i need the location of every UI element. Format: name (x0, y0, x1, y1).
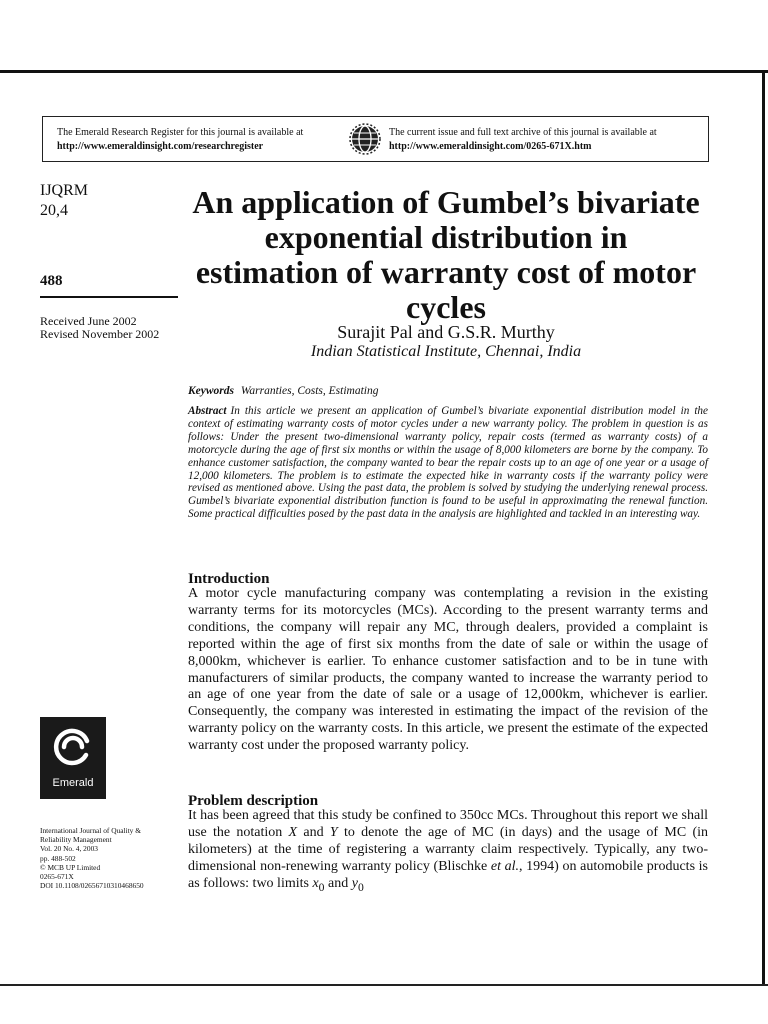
full-text-archive-link[interactable]: http://www.emeraldinsight.com/0265-671X.htm (389, 141, 592, 152)
journal-availability-box (42, 116, 709, 162)
emerald-logo-label: Emerald (52, 777, 94, 789)
scan-border-top (0, 70, 768, 73)
citation-et-al: et al. (490, 858, 520, 874)
page-number: 488 (40, 273, 63, 289)
problem-text-part: , 1994) on automobile products is as follows: two limits (188, 858, 709, 891)
keywords-label: Keywords (188, 385, 234, 397)
problem-description-text (188, 808, 708, 896)
journal-meta-line: Reliability Management (40, 835, 112, 845)
journal-meta-line: Vol. 20 No. 4, 2003 (40, 844, 98, 854)
journal-meta-line: © MCB UP Limited (40, 862, 101, 872)
journal-volume: 20,4 (40, 202, 68, 219)
problem-description-heading: Problem description (188, 793, 319, 809)
abstract (188, 405, 708, 521)
page-number-rule (40, 296, 178, 298)
scan-border-right (762, 70, 765, 986)
problem-text-part: to denote the age of MC (in days) and the usage of MC (in kilometers) at the time of registering a warranty claim respectively. Typically, any two-dimensional non-renewing warranty policy (Blischke (188, 824, 708, 874)
globe-icon (349, 123, 381, 155)
research-register-link[interactable]: http://www.emeraldinsight.com/researchregister (57, 141, 264, 152)
full-text-archive-text: The current issue and full text archive of this journal is available at (389, 127, 657, 138)
journal-code: IJQRM (40, 182, 89, 199)
journal-meta-line: International Journal of Quality & (40, 826, 141, 835)
revised-date: Revised November 2002 (40, 327, 160, 341)
emerald-logo-icon (51, 725, 95, 769)
author-affiliation: Indian Statistical Institute, Chennai, India (310, 343, 582, 360)
emerald-logo (40, 717, 106, 799)
research-register-notice (57, 126, 347, 154)
journal-meta-line: pp. 488-502 (40, 853, 76, 863)
problem-text-part: and (297, 824, 330, 840)
introduction-heading: Introduction (188, 571, 270, 587)
keywords-list: Warranties, Costs, Estimating (240, 385, 379, 397)
full-text-archive-notice (389, 126, 705, 154)
journal-meta-line: DOI 10.1108/02656710310468650 (40, 881, 144, 891)
journal-meta-line: 0265-671X (40, 872, 74, 882)
journal-citation-info (40, 826, 175, 890)
problem-text-part: and (324, 875, 352, 891)
received-date: Received June 2002 (40, 314, 137, 328)
problem-text-part: It has been agreed that this study be confined to 350cc MCs. Throughout this report we shall use the notation (188, 808, 708, 840)
abstract-text: In this article we present an application of Gumbel’s bivariate exponential distribution model in the context of estimating warranty costs of motor cycles under a new warranty policy. The problem in question is as follows: Under the present two-dimensional warranty policy, repair costs (termed as warranty costs) of a motorcycle during the age of first six months or within the usage of 8,000 kilometers are borne by the company. To enhance customer satisfaction, the company wanted to bear the repair costs up to an age of one year or a usage of 12,000 kilometers. The problem is to estimate the expected hike in warranty costs if the warranty policy were revised as mentioned above. Using the past data, the problem is solved by studying the underlying renewal process. Gumbel’s bivariate exponential distribution function is found to be useful in approximating the renewal function. Some practical difficulties posed by the past data in the analysis are highlighted and tackled in an interesting way. (188, 405, 708, 521)
article-title: An application of Gumbel’s bivariate exponential distribution in estimation of warranty cost of motor cycles (192, 184, 700, 325)
keywords-line (188, 385, 708, 397)
variable-x: X (288, 824, 298, 840)
abstract-label: Abstract (188, 405, 227, 417)
subscript-zero: 0 (318, 880, 325, 894)
subscript-zero: 0 (357, 880, 364, 894)
variable-y0: y (351, 875, 358, 891)
article-authors: Surajit Pal and G.S.R. Murthy (337, 322, 555, 342)
variable-x0: x (312, 875, 319, 891)
variable-y: Y (329, 824, 338, 840)
research-register-text: The Emerald Research Register for this journal is available at (57, 127, 304, 138)
introduction-text: A motor cycle manufacturing company was contemplating a revision in the existing warranty terms for its motorcycles (MCs). According to the present warranty terms and conditions, the company will repair any MC, through dealers, provided a complaint is reported within the age of first six months from the date of sale or within the usage of 8,000km, whichever is earlier. To enhance customer satisfaction and to be in tune with manufacturers of similar products, the company wanted to increase the warranty period to an age of one year from the date of sale or a usage of 12,000km, whichever is earlier. Consequently, the company was interested in estimating the impact of the revision of the warranty policy on the warranty costs. In this article, we present the estimate of the expected warranty cost under the proposed warranty policy. (188, 586, 708, 754)
scan-border-bottom (0, 984, 768, 986)
